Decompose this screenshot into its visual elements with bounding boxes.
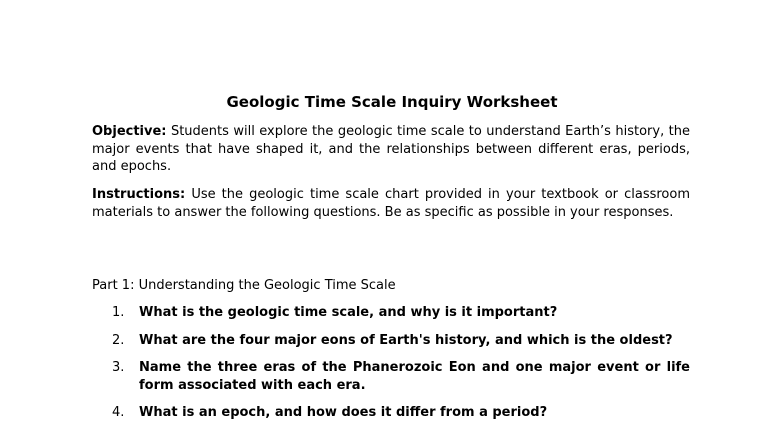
question-text: Name the three eras of the Phanerozoic Eon and one major event or life form associated with each era. <box>139 360 690 393</box>
instructions-paragraph <box>92 186 690 221</box>
question-item <box>92 359 690 394</box>
question-text: What are the four major eons of Earth's history, and which is the oldest? <box>139 332 673 348</box>
page-title: Geologic Time Scale Inquiry Worksheet <box>226 93 558 111</box>
question-number: 4. <box>112 405 125 420</box>
question-text: What is an epoch, and how does it differ from a period? <box>139 405 548 420</box>
question-item <box>92 304 690 322</box>
question-list <box>92 304 690 432</box>
question-number: 3. <box>112 360 125 375</box>
question-item <box>92 332 690 350</box>
instructions-text: Use the geologic time scale chart provided in your textbook or classroom materials to answer the following questions. Be as specific as possible in your responses. <box>92 187 690 220</box>
question-item <box>92 404 690 422</box>
question-number: 2. <box>112 332 125 348</box>
part1-heading: Part 1: Understanding the Geologic Time Scale <box>92 278 396 293</box>
question-text: What is the geologic time scale, and why is it important? <box>139 305 558 320</box>
question-number: 1. <box>112 305 125 320</box>
objective-text: Students will explore the geologic time scale to understand Earth’s history, the major events that have shaped it, and the relationships between different eras, periods, and epochs. <box>92 124 690 174</box>
instructions-label: Instructions: <box>92 187 186 202</box>
objective-label: Objective: <box>92 124 167 139</box>
objective-paragraph <box>92 123 690 176</box>
